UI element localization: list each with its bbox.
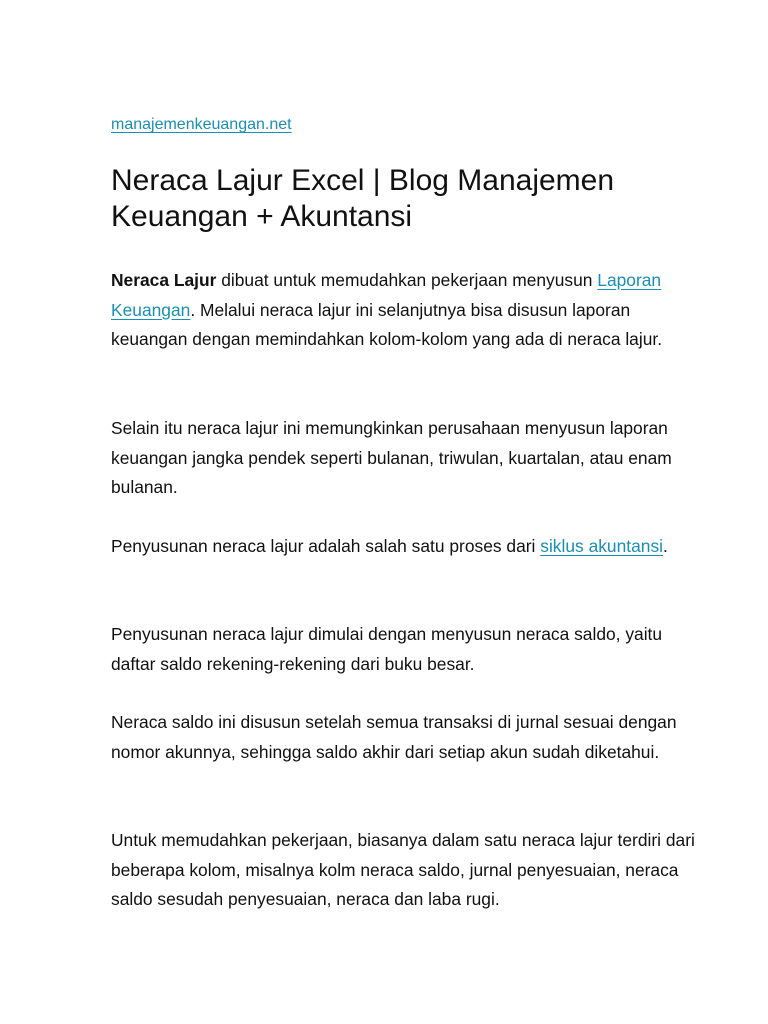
paragraph-neraca-saldo: Penyusunan neraca lajur dimulai dengan menyusun neraca saldo, yaitu daftar saldo rekening-rekening dari buku besar.: [111, 624, 663, 674]
paragraph-transaksi: Neraca saldo ini disusun setelah semua transaksi di jurnal sesuai dengan nomor akunnya, sehingga saldo akhir dari setiap akun sudah diketahui.: [111, 712, 677, 762]
paragraph-text: dibuat untuk memudahkan pekerjaan menyusun: [216, 270, 598, 290]
bold-term: Neraca Lajur: [111, 270, 217, 290]
paragraph-text: Penyusunan neraca lajur adalah salah satu proses dari: [111, 536, 541, 556]
paragraph-siklus: [111, 532, 711, 562]
siklus-akuntansi-link[interactable]: siklus akuntansi: [540, 536, 664, 556]
paragraph-text: .: [663, 536, 668, 556]
laporan-keuangan-link[interactable]: Laporan Keuangan: [111, 270, 662, 320]
paragraph-laporan-jangka-pendek: Selain itu neraca lajur ini memungkinkan perusahaan menyusun laporan keuangan jangka pendek seperti bulanan, triwulan, kuartalan, atau enam bulanan.: [111, 418, 672, 497]
site-link[interactable]: manajemenkeuangan.net: [111, 116, 292, 133]
paragraph-intro: [111, 266, 711, 355]
document-page: [111, 0, 711, 1024]
page-title: Neraca Lajur Excel | Blog Manajemen Keuangan + Akuntansi: [111, 164, 615, 233]
paragraph-text: . Melalui neraca lajur ini selanjutnya bisa disusun laporan keuangan dengan memindahkan kolom-kolom yang ada di neraca lajur.: [111, 299, 663, 349]
paragraph-kolom: Untuk memudahkan pekerjaan, biasanya dalam satu neraca lajur terdiri dari beberapa kolom, misalnya kolm neraca saldo, jurnal penyesuaian, neraca saldo sesudah penyesuaian, neraca dan laba rugi.: [111, 830, 695, 909]
